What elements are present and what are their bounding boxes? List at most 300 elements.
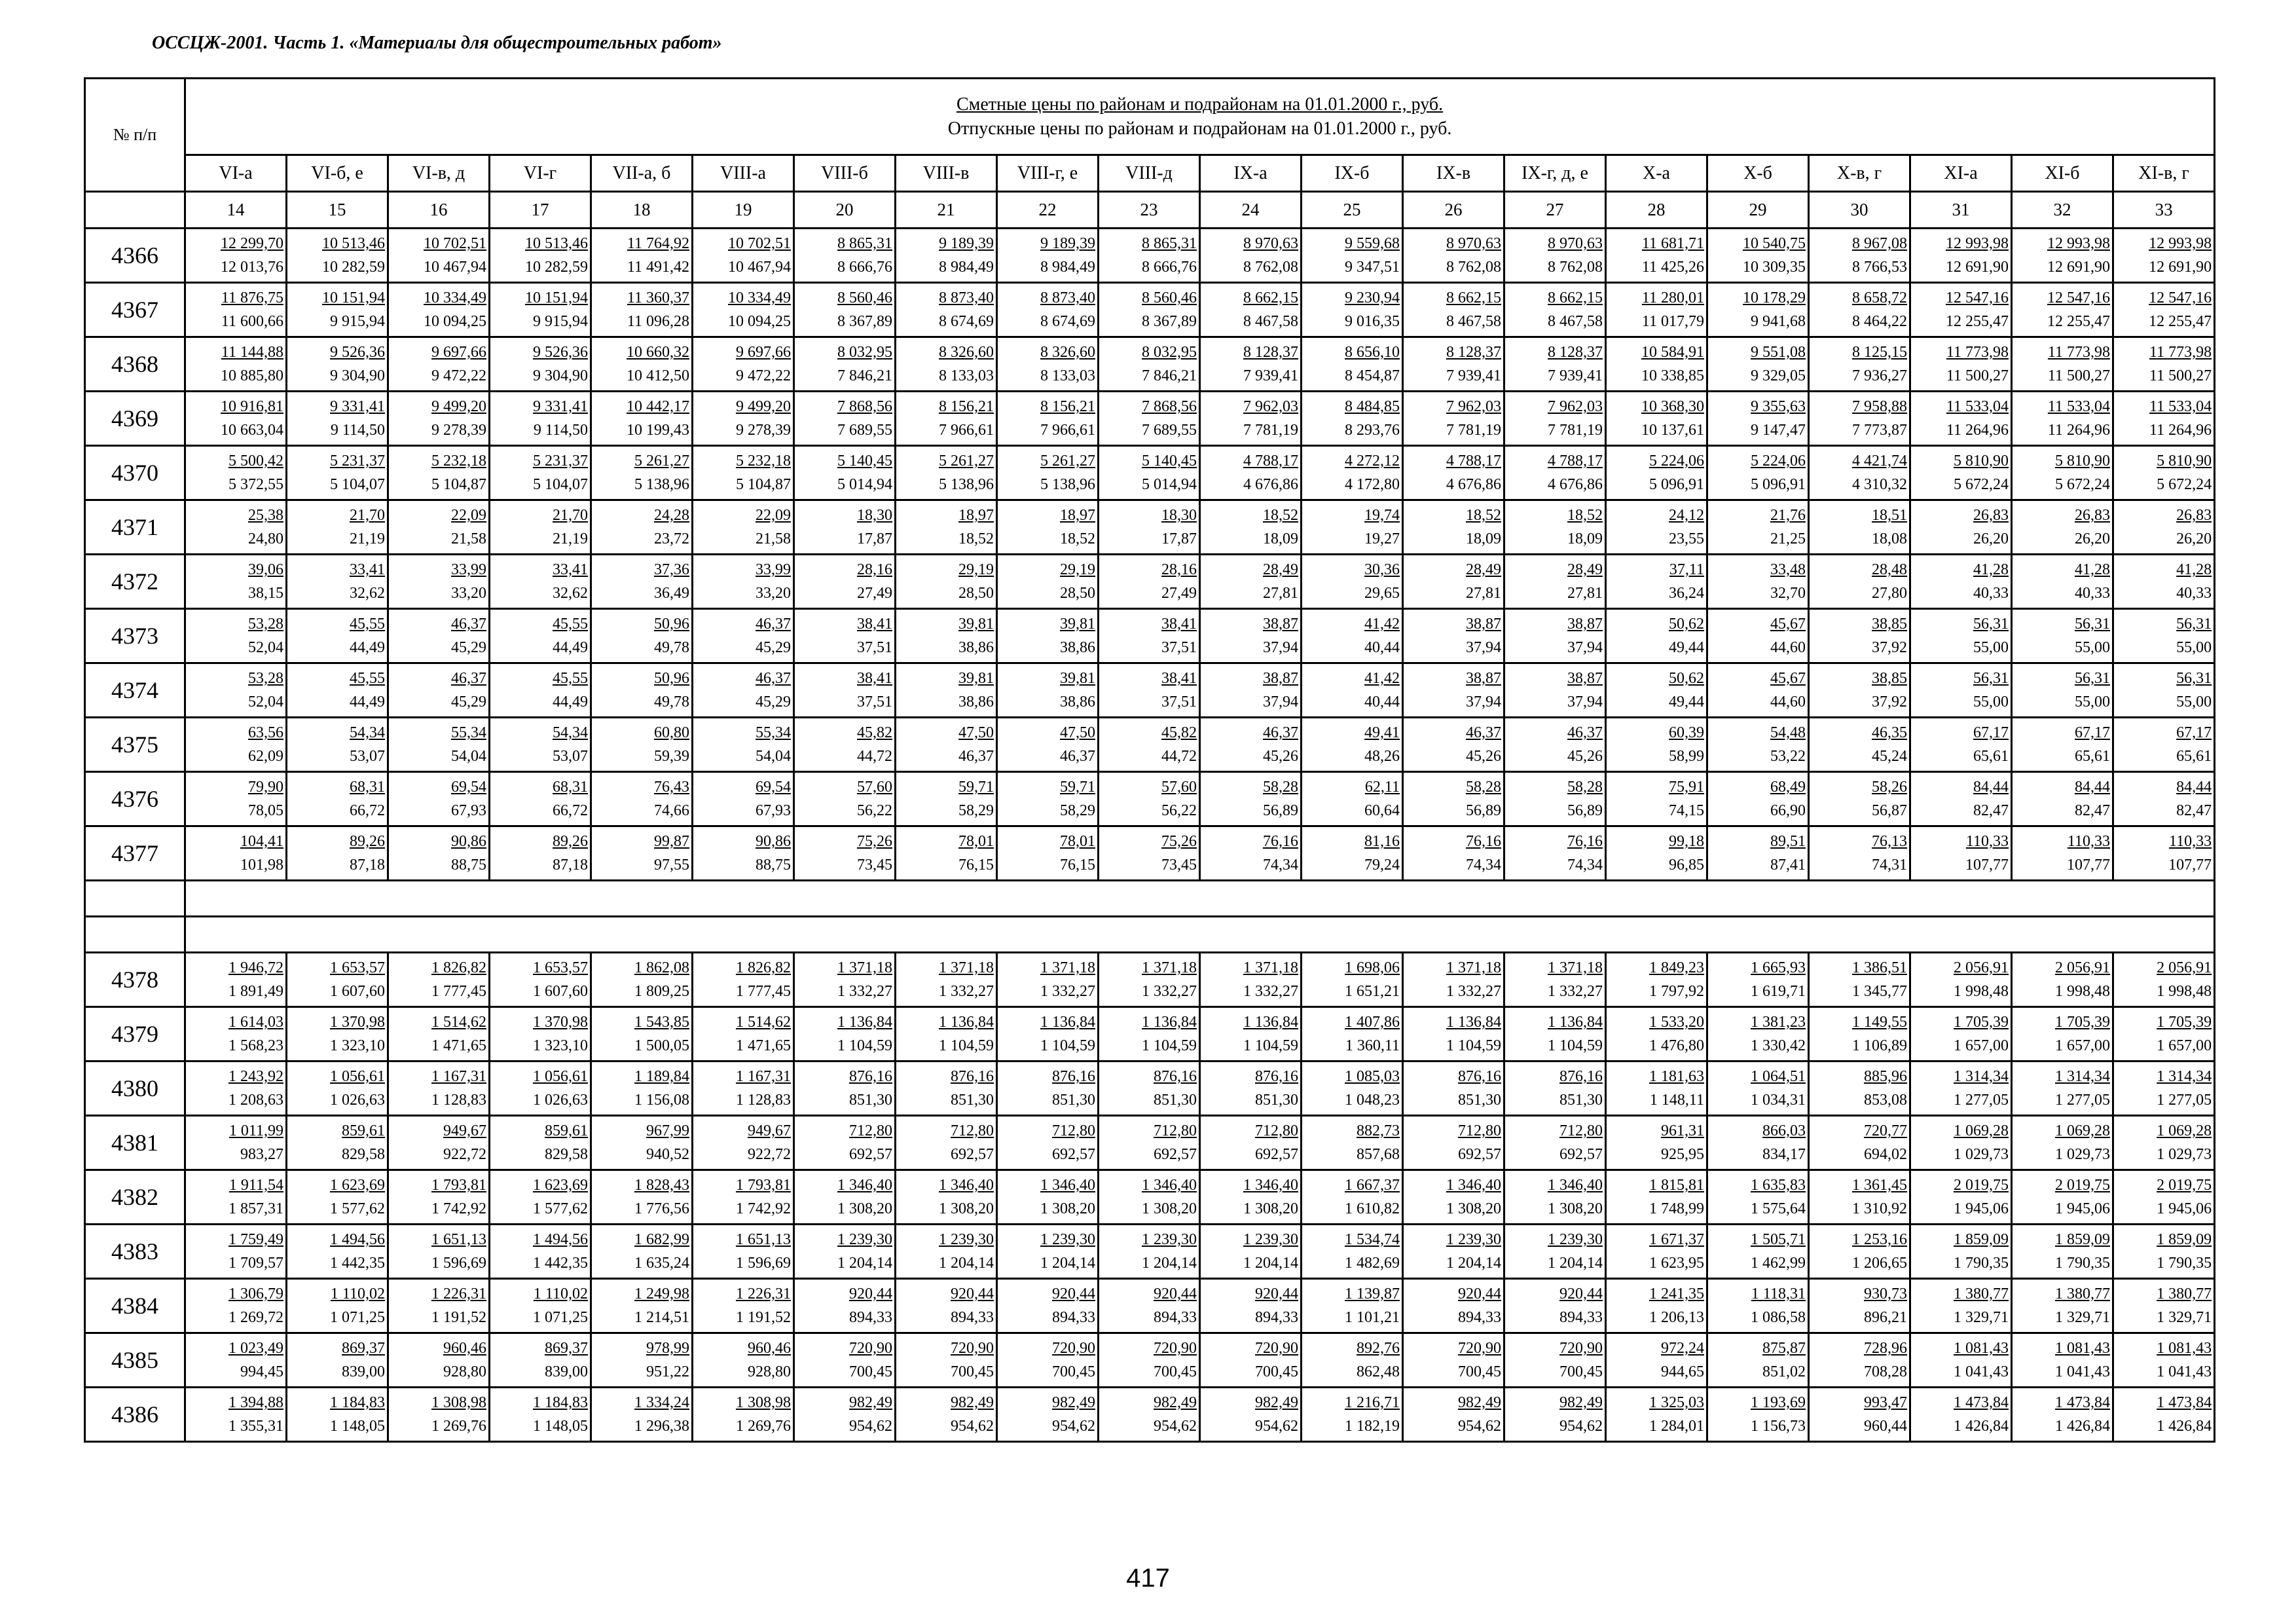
price-cell [997, 337, 1099, 392]
release-price: 27,80 [1872, 585, 1907, 602]
price-cell [185, 1116, 287, 1170]
release-price: 7 936,27 [1852, 367, 1907, 384]
release-price: 44,49 [350, 693, 385, 710]
estimate-price: 1 623,69 [533, 1177, 588, 1194]
release-price: 11 491,42 [627, 259, 689, 276]
release-price: 107,77 [2067, 857, 2110, 874]
release-price: 1 742,92 [431, 1200, 486, 1217]
release-price: 17,87 [1161, 530, 1197, 547]
estimate-price: 9 355,63 [1751, 398, 1806, 415]
price-cell [2113, 609, 2215, 663]
price-cell [1302, 1225, 1403, 1279]
release-price: 45,29 [451, 639, 486, 656]
estimate-price: 9 499,20 [431, 398, 486, 415]
release-price: 8 762,08 [1548, 259, 1603, 276]
release-price: 1 329,71 [1954, 1309, 2009, 1326]
price-cell [287, 1007, 388, 1061]
price-cell [1707, 1279, 1809, 1333]
estimate-price: 1 136,84 [1040, 1014, 1095, 1031]
price-table [84, 77, 2215, 1443]
release-price: 10 338,85 [1641, 367, 1704, 384]
release-price: 10 137,61 [1641, 422, 1704, 439]
release-price: 18,52 [958, 530, 994, 547]
release-price: 54,04 [451, 748, 486, 765]
price-cell [591, 1007, 693, 1061]
estimate-price: 54,34 [350, 724, 385, 741]
price-cell [2113, 500, 2215, 555]
price-cell [1809, 1170, 1910, 1225]
price-cell [1302, 1116, 1403, 1170]
release-price: 1 071,25 [533, 1309, 588, 1326]
release-price: 5 104,07 [330, 476, 385, 493]
release-price: 12 691,90 [1946, 259, 2009, 276]
price-cell [287, 1225, 388, 1279]
release-price: 74,31 [1872, 857, 1907, 874]
release-price: 82,47 [1973, 802, 2009, 819]
estimate-price: 8 865,31 [837, 235, 892, 252]
release-price: 9 915,94 [533, 313, 588, 330]
release-price: 37,94 [1466, 639, 1501, 656]
estimate-price: 89,51 [1770, 833, 1806, 850]
release-price: 38,86 [958, 693, 994, 710]
price-cell [287, 446, 388, 500]
release-price: 8 762,08 [1243, 259, 1298, 276]
price-cell [1099, 1007, 1200, 1061]
release-price: 10 412,50 [627, 367, 689, 384]
estimate-price: 1 826,82 [431, 959, 486, 976]
price-cell [1707, 446, 1809, 500]
estimate-price: 1 136,84 [1548, 1014, 1603, 1031]
blank-row [85, 881, 2215, 917]
price-cell [2012, 229, 2113, 283]
price-cell [1099, 826, 1200, 881]
price-cell [1504, 229, 1606, 283]
release-price: 1 086,58 [1751, 1309, 1806, 1326]
release-price: 1 104,59 [1040, 1037, 1095, 1054]
release-price: 1 657,00 [2157, 1037, 2212, 1054]
price-cell [1099, 609, 1200, 663]
release-price: 21,58 [451, 530, 486, 547]
release-price: 10 885,80 [221, 367, 283, 384]
estimate-price: 885,96 [1864, 1068, 1907, 1085]
price-cell [1099, 337, 1200, 392]
price-cell [1302, 718, 1403, 772]
region-header: IX-б [1302, 155, 1403, 192]
price-cell [1809, 446, 1910, 500]
price-cell [997, 772, 1099, 826]
release-price: 9 147,47 [1751, 422, 1806, 439]
release-price: 8 467,58 [1446, 313, 1501, 330]
price-cell [1099, 663, 1200, 718]
release-price: 40,33 [2176, 585, 2212, 602]
price-cell [1809, 229, 1910, 283]
price-cell [1099, 283, 1200, 337]
price-cell [693, 826, 794, 881]
estimate-price: 1 371,18 [939, 959, 994, 976]
price-cell [693, 392, 794, 446]
release-price: 12 691,90 [2047, 259, 2110, 276]
release-price: 56,22 [1161, 802, 1197, 819]
estimate-price: 18,52 [1263, 507, 1298, 524]
price-cell [1606, 1170, 1707, 1225]
price-cell [2113, 229, 2215, 283]
estimate-price: 8 032,95 [1142, 344, 1197, 361]
price-cell [2113, 1116, 2215, 1170]
estimate-price: 5 810,90 [1954, 452, 2009, 470]
release-price: 37,92 [1872, 693, 1907, 710]
release-price: 54,04 [756, 748, 791, 765]
release-price: 1 208,63 [228, 1092, 283, 1109]
release-price: 37,51 [1161, 693, 1197, 710]
column-number: 27 [1504, 192, 1606, 229]
release-price: 7 781,19 [1446, 422, 1501, 439]
price-row [85, 392, 2215, 446]
release-price: 9 114,50 [533, 422, 588, 439]
release-price: 894,33 [849, 1309, 892, 1326]
price-cell [1910, 1333, 2012, 1388]
price-cell [1302, 1388, 1403, 1442]
estimate-price: 38,41 [857, 616, 892, 633]
price-cell [388, 1333, 490, 1388]
release-price: 9 304,90 [330, 367, 385, 384]
release-price: 1 204,14 [837, 1255, 892, 1272]
estimate-price: 8 967,08 [1852, 235, 1907, 252]
item-number: 4383 [85, 1225, 185, 1279]
estimate-price: 8 125,15 [1852, 344, 1907, 361]
release-price: 700,45 [1255, 1363, 1298, 1380]
estimate-price: 8 662,15 [1446, 289, 1501, 306]
estimate-price: 982,49 [1154, 1394, 1197, 1411]
estimate-price: 11 533,04 [2047, 398, 2110, 415]
release-price: 851,30 [1458, 1092, 1501, 1109]
price-cell [2113, 1061, 2215, 1116]
estimate-price: 76,13 [1872, 833, 1907, 850]
estimate-price: 1 826,82 [736, 959, 791, 976]
estimate-price: 8 873,40 [1040, 289, 1095, 306]
release-price: 1 269,72 [228, 1309, 283, 1326]
release-price: 18,52 [1060, 530, 1095, 547]
estimate-price: 8 128,37 [1446, 344, 1501, 361]
price-cell [388, 229, 490, 283]
estimate-price: 18,52 [1567, 507, 1603, 524]
release-price: 8 674,69 [1040, 313, 1095, 330]
estimate-price: 38,41 [857, 670, 892, 687]
price-cell [1099, 500, 1200, 555]
price-cell [591, 500, 693, 555]
estimate-price: 1 705,39 [2157, 1014, 2212, 1031]
price-cell [1200, 609, 1302, 663]
price-cell [1707, 1007, 1809, 1061]
release-price: 851,30 [1154, 1092, 1197, 1109]
release-price: 45,24 [1872, 748, 1907, 765]
estimate-price: 12 547,16 [1946, 289, 2009, 306]
price-cell [185, 663, 287, 718]
estimate-price: 56,31 [1973, 670, 2009, 687]
price-cell [490, 283, 591, 337]
price-cell [997, 1170, 1099, 1225]
estimate-price: 1 110,02 [330, 1285, 385, 1302]
price-cell [1302, 555, 1403, 609]
estimate-price: 2 019,75 [2055, 1177, 2110, 1194]
release-price: 87,41 [1770, 857, 1806, 874]
release-price: 8 984,49 [939, 259, 994, 276]
price-cell [1200, 1061, 1302, 1116]
price-cell [1403, 609, 1504, 663]
price-cell [1200, 1007, 1302, 1061]
release-price: 862,48 [1357, 1363, 1400, 1380]
release-price: 7 846,21 [837, 367, 892, 384]
release-price: 1 206,65 [1852, 1255, 1907, 1272]
price-cell [1302, 283, 1403, 337]
estimate-price: 8 656,10 [1345, 344, 1400, 361]
estimate-price: 1 494,56 [330, 1231, 385, 1248]
estimate-price: 1 346,40 [1548, 1177, 1603, 1194]
price-cell [185, 953, 287, 1007]
release-price: 65,61 [2176, 748, 2212, 765]
release-price: 17,87 [857, 530, 892, 547]
price-cell [997, 718, 1099, 772]
estimate-price: 104,41 [240, 833, 283, 850]
release-price: 8 762,08 [1446, 259, 1501, 276]
estimate-price: 54,34 [553, 724, 588, 741]
price-cell [1809, 1333, 1910, 1388]
release-price: 7 781,19 [1243, 422, 1298, 439]
price-cell [693, 229, 794, 283]
region-header: VI-б, е [287, 155, 388, 192]
estimate-price: 967,99 [646, 1122, 689, 1139]
release-price: 10 467,94 [728, 259, 791, 276]
estimate-price: 1 698,06 [1345, 959, 1400, 976]
price-cell [591, 1116, 693, 1170]
release-price: 1 657,00 [2055, 1037, 2110, 1054]
release-price: 922,72 [443, 1146, 486, 1163]
estimate-price: 1 239,30 [1040, 1231, 1095, 1248]
release-price: 692,57 [1255, 1146, 1298, 1163]
release-price: 1 071,25 [330, 1309, 385, 1326]
estimate-price: 869,37 [342, 1340, 385, 1357]
release-price: 60,64 [1364, 802, 1400, 819]
release-price: 11 096,28 [627, 313, 689, 330]
price-cell [794, 1388, 896, 1442]
release-price: 839,00 [545, 1363, 588, 1380]
price-cell [185, 1333, 287, 1388]
release-price: 1 308,20 [939, 1200, 994, 1217]
estimate-price: 55,34 [451, 724, 486, 741]
estimate-price: 1 705,39 [2055, 1014, 2110, 1031]
release-price: 1 041,43 [2157, 1363, 2212, 1380]
estimate-price: 961,31 [1661, 1122, 1704, 1139]
column-number: 20 [794, 192, 896, 229]
price-cell [388, 555, 490, 609]
estimate-price: 56,31 [2176, 616, 2212, 633]
price-cell [794, 953, 896, 1007]
estimate-price: 38,87 [1567, 670, 1603, 687]
release-price: 23,72 [654, 530, 689, 547]
release-price: 692,57 [1154, 1146, 1197, 1163]
release-price: 21,19 [350, 530, 385, 547]
price-cell [1910, 1061, 2012, 1116]
release-price: 37,94 [1567, 693, 1603, 710]
price-cell [794, 337, 896, 392]
estimate-price: 76,16 [1263, 833, 1298, 850]
release-price: 88,75 [451, 857, 486, 874]
release-price: 700,45 [1559, 1363, 1603, 1380]
release-price: 26,20 [2176, 530, 2212, 547]
price-cell [388, 609, 490, 663]
price-cell [490, 555, 591, 609]
estimate-price: 41,42 [1364, 670, 1400, 687]
price-cell [1403, 1333, 1504, 1388]
release-price: 857,68 [1357, 1146, 1400, 1163]
estimate-price: 1 243,92 [228, 1068, 283, 1085]
column-number: 28 [1606, 192, 1707, 229]
price-cell [1200, 229, 1302, 283]
price-cell [1200, 283, 1302, 337]
price-cell [1707, 1333, 1809, 1388]
price-cell [2012, 337, 2113, 392]
estimate-price: 1 381,23 [1751, 1014, 1806, 1031]
estimate-price: 1 514,62 [736, 1014, 791, 1031]
estimate-price: 1 473,84 [2157, 1394, 2212, 1411]
price-cell [1302, 1007, 1403, 1061]
estimate-price: 22,09 [756, 507, 791, 524]
estimate-price: 10 151,94 [525, 289, 588, 306]
estimate-price: 18,52 [1466, 507, 1501, 524]
release-price: 1 308,20 [1548, 1200, 1603, 1217]
release-price: 27,49 [857, 585, 892, 602]
column-number: 14 [185, 192, 287, 229]
estimate-price: 1 023,49 [228, 1340, 283, 1357]
estimate-price: 46,37 [1567, 724, 1603, 741]
estimate-price: 1 371,18 [1243, 959, 1298, 976]
estimate-price: 1 064,51 [1751, 1068, 1806, 1085]
release-price: 11 017,79 [1641, 313, 1704, 330]
price-row [85, 1225, 2215, 1279]
release-price: 53,07 [553, 748, 588, 765]
estimate-price: 59,71 [958, 779, 994, 796]
estimate-price: 33,99 [756, 561, 791, 578]
release-price: 56,89 [1567, 802, 1603, 819]
release-price: 67,93 [756, 802, 791, 819]
estimate-price: 46,37 [451, 616, 486, 633]
release-price: 954,62 [1458, 1418, 1501, 1435]
release-price: 700,45 [951, 1363, 994, 1380]
estimate-price: 110,33 [2067, 833, 2110, 850]
release-price: 4 676,86 [1446, 476, 1501, 493]
release-price: 74,66 [654, 802, 689, 819]
price-row [85, 1333, 2215, 1388]
release-price: 954,62 [1559, 1418, 1603, 1435]
estimate-price: 8 484,85 [1345, 398, 1400, 415]
estimate-price: 22,09 [451, 507, 486, 524]
price-cell [1707, 1061, 1809, 1116]
price-cell [1606, 392, 1707, 446]
region-header: VI-а [185, 155, 287, 192]
price-cell [1403, 1116, 1504, 1170]
price-cell [1403, 1388, 1504, 1442]
price-cell [1302, 663, 1403, 718]
release-price: 1 156,08 [634, 1092, 689, 1109]
price-row [85, 718, 2215, 772]
estimate-price: 57,60 [1161, 779, 1197, 796]
price-cell [185, 772, 287, 826]
column-number: 21 [896, 192, 997, 229]
estimate-price: 11 280,01 [1641, 289, 1704, 306]
release-price: 1 308,20 [837, 1200, 892, 1217]
release-price: 28,50 [958, 585, 994, 602]
estimate-price: 45,67 [1770, 670, 1806, 687]
price-row [85, 1170, 2215, 1225]
estimate-price: 982,49 [849, 1394, 892, 1411]
estimate-price: 78,01 [958, 833, 994, 850]
release-price: 7 846,21 [1142, 367, 1197, 384]
estimate-price: 9 230,94 [1345, 289, 1400, 306]
price-cell [1809, 1061, 1910, 1116]
release-price: 700,45 [1154, 1363, 1197, 1380]
estimate-price: 712,80 [1559, 1122, 1603, 1139]
estimate-price: 720,90 [1458, 1340, 1501, 1357]
estimate-price: 1 056,61 [330, 1068, 385, 1085]
price-cell [1707, 1388, 1809, 1442]
estimate-price: 76,16 [1466, 833, 1501, 850]
release-price: 1 657,00 [1954, 1037, 2009, 1054]
estimate-price: 875,87 [1762, 1340, 1806, 1357]
estimate-price: 876,16 [849, 1068, 892, 1085]
price-cell [591, 718, 693, 772]
price-cell [1809, 663, 1910, 718]
estimate-price: 1 334,24 [634, 1394, 689, 1411]
estimate-price: 720,90 [849, 1340, 892, 1357]
release-price: 5 096,91 [1751, 476, 1806, 493]
price-cell [1606, 772, 1707, 826]
release-price: 1 709,57 [228, 1255, 283, 1272]
region-header: XI-б [2012, 155, 2113, 192]
estimate-price: 1 136,84 [1243, 1014, 1298, 1031]
price-cell [1910, 953, 2012, 1007]
price-cell [1200, 555, 1302, 609]
estimate-price: 982,49 [1052, 1394, 1095, 1411]
region-header: IX-в [1403, 155, 1504, 192]
price-cell [591, 229, 693, 283]
release-price: 45,26 [1466, 748, 1501, 765]
estimate-price: 46,37 [451, 670, 486, 687]
estimate-price: 9 189,39 [939, 235, 994, 252]
release-price: 1 104,59 [1243, 1037, 1298, 1054]
price-cell [185, 337, 287, 392]
price-cell [490, 337, 591, 392]
release-price: 5 672,24 [2157, 476, 2212, 493]
price-cell [997, 1116, 1099, 1170]
release-price: 1 308,20 [1243, 1200, 1298, 1217]
release-price: 1 148,05 [533, 1418, 588, 1435]
estimate-price: 58,26 [1872, 779, 1907, 796]
price-cell [1302, 1061, 1403, 1116]
estimate-price: 1 793,81 [431, 1177, 486, 1194]
release-price: 96,85 [1669, 857, 1704, 874]
price-cell [388, 283, 490, 337]
estimate-price: 38,87 [1466, 616, 1501, 633]
release-price: 1 182,19 [1345, 1418, 1400, 1435]
row-number-header: № п/п [85, 79, 185, 192]
estimate-price: 24,28 [654, 507, 689, 524]
estimate-price: 1 394,88 [228, 1394, 283, 1411]
price-cell [2012, 826, 2113, 881]
estimate-price: 29,19 [958, 561, 994, 578]
release-price: 692,57 [1458, 1146, 1501, 1163]
price-cell [2113, 1333, 2215, 1388]
release-price: 38,86 [1060, 639, 1095, 656]
estimate-price: 5 261,27 [1040, 452, 1095, 470]
